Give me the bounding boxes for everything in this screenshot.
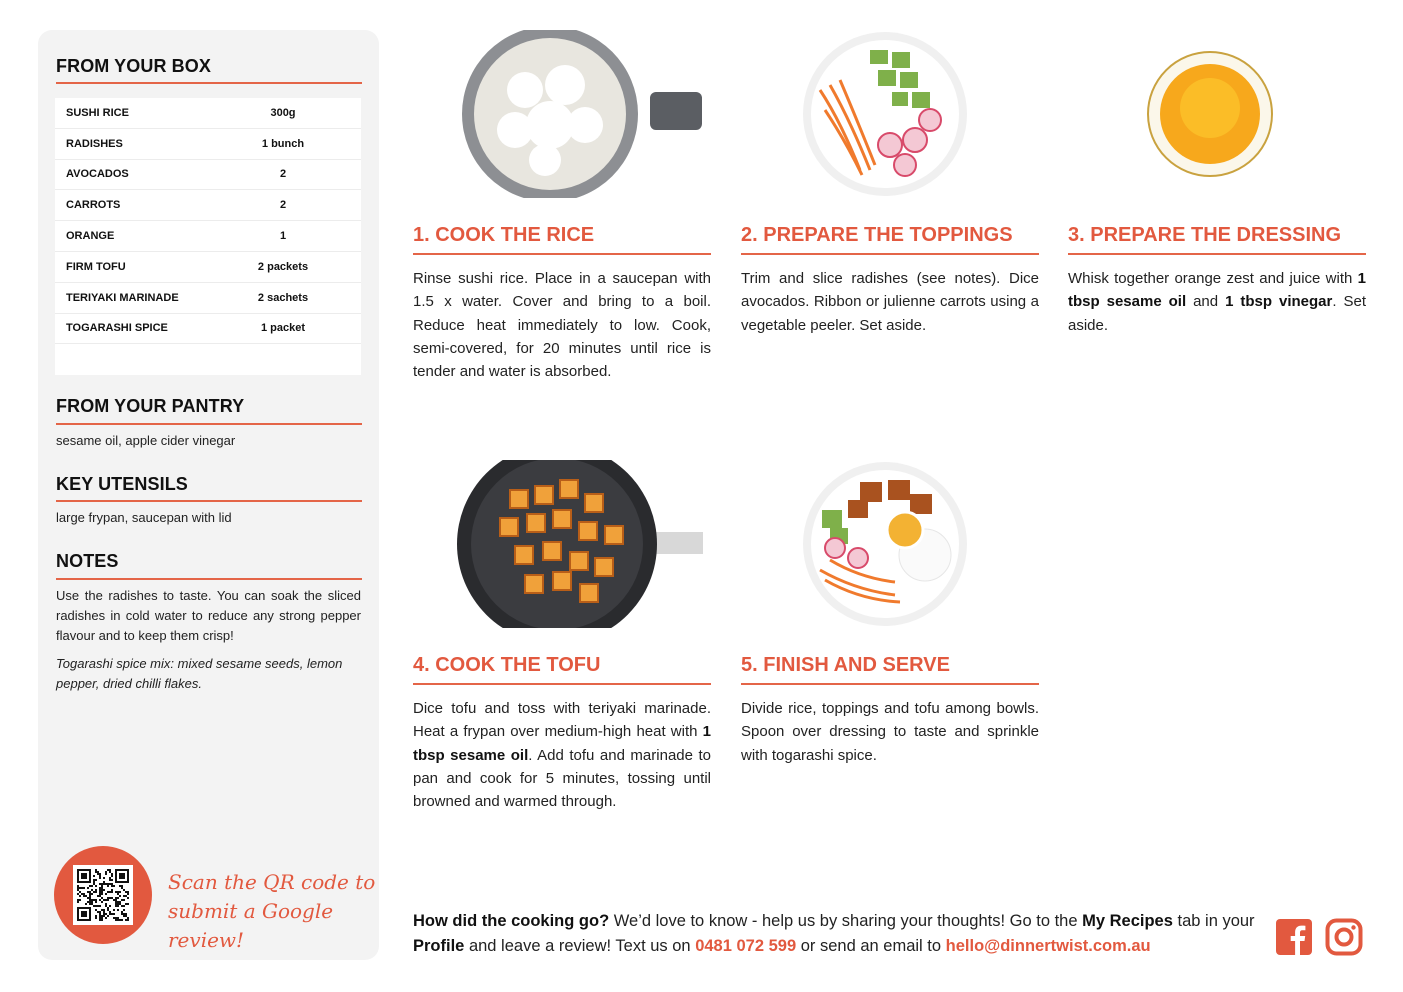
pantry-title-divider [56,423,362,425]
text-segment: . Add tofu and marinade to pan and cook for 5 minutes, tossing until browned and warmed through. [413,746,711,811]
text-segment: Divide rice, toppings and tofu among bowls. Spoon over dressing to taste and sprinkle with togarashi spice. [741,700,1039,764]
utensils-title-divider [56,500,362,502]
ingredient-quantity: 300g [270,106,296,119]
text-segment: tab in your [1172,912,1255,930]
step-5-divider [741,683,1039,685]
ingredient-quantity: 1 packet [260,322,306,335]
step-1-text [413,267,711,383]
ingredient-quantity: 1 [279,230,287,243]
step-3-title: 3. PREPARE THE DRESSING [1068,224,1342,246]
text-segment: . Set aside. [1068,293,1366,334]
box-ingredient-row [55,252,361,283]
bold-text: 1 tbsp sesame oil [1068,270,1366,311]
utensils-title: KEY UTENSILS [56,474,188,494]
box-ingredient-table [55,98,361,375]
bold-text: My Recipes [1082,912,1173,930]
contact-link[interactable]: hello@dinnertwist.com.au [945,937,1151,955]
box-title-divider [56,82,362,84]
ingredient-name: TOGARASHI SPICE [66,322,168,335]
text-segment: and [1186,293,1226,311]
ingredient-name: ORANGE [66,230,115,243]
box-ingredient-row [55,160,361,191]
step-2-title: 2. PREPARE THE TOPPINGS [741,224,1013,246]
utensils-text: large frypan, saucepan with lid [56,510,232,525]
step-3-text [1068,267,1366,337]
ingredient-name: AVOCADOS [66,168,129,181]
box-ingredient-row [55,129,361,160]
step-2-divider [741,253,1039,255]
step-4-title: 4. COOK THE TOFU [413,654,601,676]
step-4-divider [413,683,711,685]
orange-dressing-bowl-image [1145,50,1275,178]
ingredient-name: CARROTS [66,199,121,212]
ingredient-name: RADISHES [66,137,123,150]
step-5-text [741,697,1039,767]
ingredient-name: SUSHI RICE [66,106,129,119]
notes-title: NOTES [56,551,119,571]
text-segment: and leave a review! Text us on [464,937,696,955]
instagram-icon[interactable] [1325,918,1363,956]
bold-text: 1 tbsp vinegar [1225,293,1333,311]
toppings-bowl-image [800,30,970,198]
box-ingredient-row [55,221,361,252]
notes-spice-mix: Togarashi spice mix: mixed sesame seeds, lemon pepper, dried chilli flakes. [56,656,343,691]
pantry-title: FROM YOUR PANTRY [56,396,245,416]
box-ingredient-row [55,190,361,221]
ingredient-quantity: 2 packets [257,260,309,273]
ingredients-sidebar [38,30,379,960]
ingredient-quantity: 2 sachets [257,291,309,304]
text-segment: or send an email to [796,937,946,955]
bold-text: Profile [413,937,465,955]
pantry-text: sesame oil, apple cider vinegar [56,433,236,448]
ingredient-quantity: 2 [279,199,287,212]
step-3-divider [1068,253,1366,255]
text-segment: Trim and slice radishes (see notes). Dice avocados. Ribbon or julienne carrots using a vegetable peeler. Set aside. [741,270,1039,334]
text-segment: Dice tofu and toss with teriyaki marinade. Heat a frypan over medium-high heat with [413,700,711,741]
ingredient-quantity: 2 [279,168,287,181]
qr-badge [54,846,152,944]
facebook-icon[interactable] [1275,918,1313,956]
ingredient-name: TERIYAKI MARINADE [66,291,179,304]
notes-title-divider [56,578,362,580]
box-ingredient-row [55,283,361,314]
cooked-rice-saucepan-image [455,30,705,198]
qr-caption-line-1: Scan the QR code to [168,870,376,894]
step-1-title: 1. COOK THE RICE [413,224,595,246]
text-segment: Rinse sushi rice. Place in a saucepan with 1.5 x water. Cover and bring to a boil. Reduce heat immediately to low. Cook, semi-covered, for 20 minutes until rice is tender and water is absorbed. [413,270,711,381]
text-segment: We’d love to know - help us by sharing your thoughts! Go to the [609,912,1083,930]
step-1-divider [413,253,711,255]
review-prompt [413,909,1263,959]
finished-poke-bowl-image [800,460,970,628]
box-ingredient-row [55,98,361,129]
qr-caption-line-2: submit a Google review! [168,899,334,952]
bold-text: How did the cooking go? [413,912,610,930]
step-5-title: 5. FINISH AND SERVE [741,654,950,676]
ingredient-quantity: 1 bunch [261,137,305,150]
step-4-text [413,697,711,813]
box-ingredient-row [55,314,361,345]
ingredient-name: FIRM TOFU [66,260,126,273]
text-segment: Whisk together orange zest and juice with [1068,270,1358,287]
box-title: FROM YOUR BOX [56,56,211,76]
notes-text: Use the radishes to taste. You can soak the sliced radishes in cold water to reduce any strong pepper flavour and to keep them crisp! [56,588,361,643]
qr-caption [168,868,379,955]
bold-text: 1 tbsp sesame oil [413,723,711,764]
contact-link[interactable]: 0481 072 599 [695,937,797,955]
tofu-frypan-image [455,460,705,628]
step-2-text [741,267,1039,337]
qr-code-icon[interactable] [73,865,133,925]
